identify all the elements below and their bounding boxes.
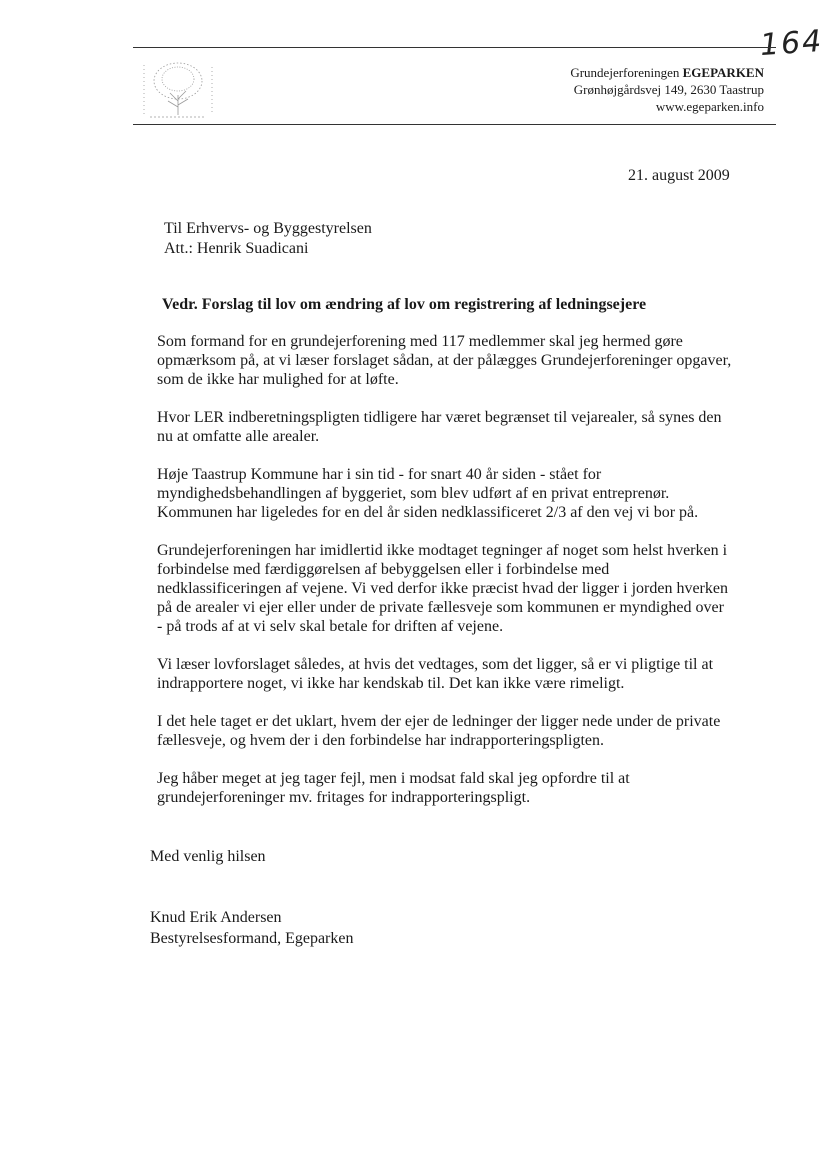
subject-line: Vedr. Forslag til lov om ændring af lov om registrering af ledningsejere bbox=[162, 296, 647, 313]
paragraph: Grundejerforeningen har imidlertid ikke modtaget tegninger af noget som helst hverken i forbindelse med færdiggørelsen af bebyggelsen eller i forbindelse med nedklassificeringen af vejene. Vi ved derfor ikke præcist hvad der ligger i jorden hverken på de arealer vi ejer eller under de private fællesveje som kommunen er myndighed over - på trods af at vi selv skal betale for driften af vejene. bbox=[157, 542, 728, 635]
paragraph: Høje Taastrup Kommune har i sin tid - for snart 40 år siden - stået for myndighedsbehandlingen af byggeriet, som blev udført af en privat entreprenør. Kommunen har ligeledes for en del år siden nedklassificeret 2/3 af den vej vi bor på. bbox=[157, 466, 699, 521]
paragraph: Som formand for en grundejerforening med 117 medlemmer skal jeg hermed gøre opmærksom på, at vi læser forslaget sådan, at der pålægges Grundejerforeninger opgaver, som de ikke har mulighed for at løfte. bbox=[157, 333, 732, 388]
org-prefix: Grundejerforeningen bbox=[570, 65, 683, 80]
org-line bbox=[570, 64, 764, 81]
letterhead bbox=[570, 64, 764, 115]
oak-tree-icon bbox=[140, 55, 220, 121]
paragraph: Hvor LER indberetningspligten tidligere har været begrænset til vejarealer, så synes den nu at omfatte alle arealer. bbox=[157, 409, 722, 445]
recipient-to: Til Erhvervs- og Byggestyrelsen bbox=[164, 220, 372, 237]
letter-body bbox=[157, 332, 732, 826]
paragraph: Jeg håber meget at jeg tager fejl, men i modsat fald skal jeg opfordre til at grundejerforeninger mv. fritages for indrapporteringspligt. bbox=[157, 770, 630, 806]
signer-title: Bestyrelsesformand, Egeparken bbox=[150, 930, 354, 947]
recipient-block bbox=[164, 219, 372, 259]
org-name: EGEPARKEN bbox=[682, 65, 764, 80]
header-rule-bottom bbox=[133, 124, 776, 125]
org-address: Grønhøjgårdsvej 149, 2630 Taastrup bbox=[573, 82, 764, 97]
org-website: www.egeparken.info bbox=[655, 99, 764, 114]
paragraph: I det hele taget er det uklart, hvem der ejer de ledninger der ligger nede under de private fællesveje, og hvem der i den forbindelse har indrapporteringspligten. bbox=[157, 713, 721, 749]
closing-salutation: Med venlig hilsen bbox=[150, 848, 266, 865]
handwritten-page-number: 164 bbox=[758, 23, 825, 64]
paragraph: Vi læser lovforslaget således, at hvis det vedtages, som det ligger, så er vi pligtige til at indrapportere noget, vi ikke har kendskab til. Det kan ikke være rimeligt. bbox=[157, 656, 714, 692]
signer-name: Knud Erik Andersen bbox=[150, 909, 282, 926]
recipient-att: Att.: Henrik Suadicani bbox=[164, 240, 309, 257]
header-rule-top bbox=[133, 47, 776, 48]
signature-block bbox=[150, 907, 353, 949]
letter-date: 21. august 2009 bbox=[628, 167, 730, 184]
